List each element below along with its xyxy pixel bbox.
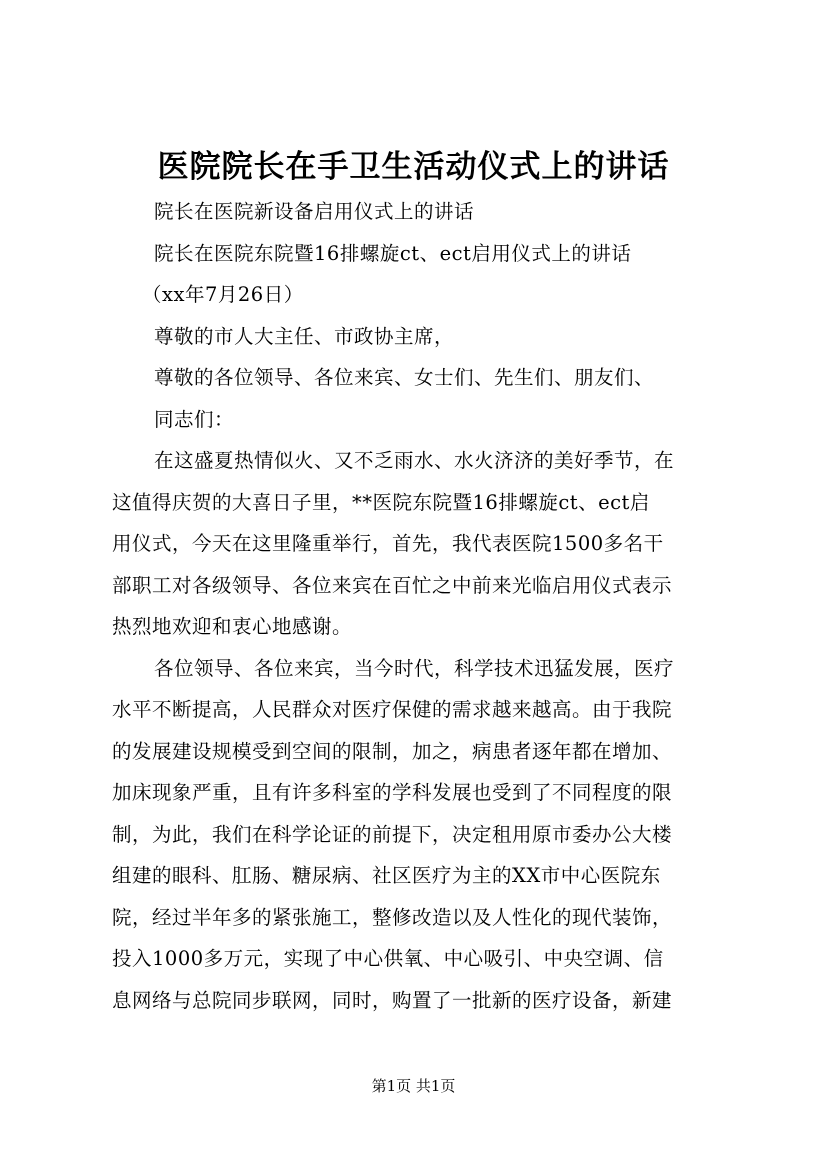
paragraph-line: 各位领导、各位来宾，当今时代，科学技术迅猛发展，医疗	[154, 656, 675, 680]
paragraph-line: 投入1000多万元，实现了中心供氧、中心吸引、中央空调、信	[112, 947, 664, 970]
paragraph-line: 加床现象严重，且有许多科室的学科发展也受到了不同程度的限	[112, 781, 673, 804]
paragraph-line: 用仪式，今天在这里隆重举行，首先，我代表医院1500多名干	[112, 532, 664, 555]
document-title: 医院院长在手卫生活动仪式上的讲话	[157, 149, 670, 185]
paragraph-line: 的发展建设规模受到空间的限制，加之，病患者逐年都在增加、	[112, 739, 673, 763]
paragraph-line: 水平不断提高，人民群众对医疗保健的需求越来越高。由于我院	[112, 698, 673, 721]
subtitle-line: 院长在医院新设备启用仪式上的讲话	[154, 200, 475, 223]
subtitle-line: 院长在医院东院暨16排螺旋ct、ect启用仪式上的讲话	[154, 241, 632, 265]
salutation-line: 尊敬的各位领导、各位来宾、女士们、先生们、朋友们、	[154, 366, 655, 389]
paragraph-line: 部职工对各级领导、各位来宾在百忙之中前来光临启用仪式表示	[112, 573, 673, 597]
date-line: （xx年7月26日）	[142, 283, 304, 306]
paragraph-line: 院，经过半年多的紧张施工，整修改造以及人性化的现代装饰，	[112, 905, 673, 929]
paragraph-line: 热烈地欢迎和衷心地感谢。	[112, 615, 353, 638]
paragraph-line: 在这盛夏热情似火、又不乏雨水、水火济济的美好季节，在	[154, 449, 675, 472]
document-body	[112, 191, 722, 1021]
paragraph-line: 这值得庆贺的大喜日子里，**医院东院暨16排螺旋ct、ect启	[112, 490, 650, 514]
salutation-line: 尊敬的市人大主任、市政协主席，	[154, 324, 455, 348]
salutation-line: 同志们：	[154, 407, 235, 431]
paragraph-line: 组建的眼科、肛肠、糖尿病、社区医疗为主的XX市中心医院东	[112, 864, 661, 887]
paragraph-line: 制，为此，我们在科学论证的前提下，决定租用原市委办公大楼	[112, 822, 673, 846]
paragraph-line: 息网络与总院同步联网，同时，购置了一批新的医疗设备，新建	[112, 988, 673, 1012]
page-number-footer: 第1页 共1页	[371, 1077, 456, 1095]
